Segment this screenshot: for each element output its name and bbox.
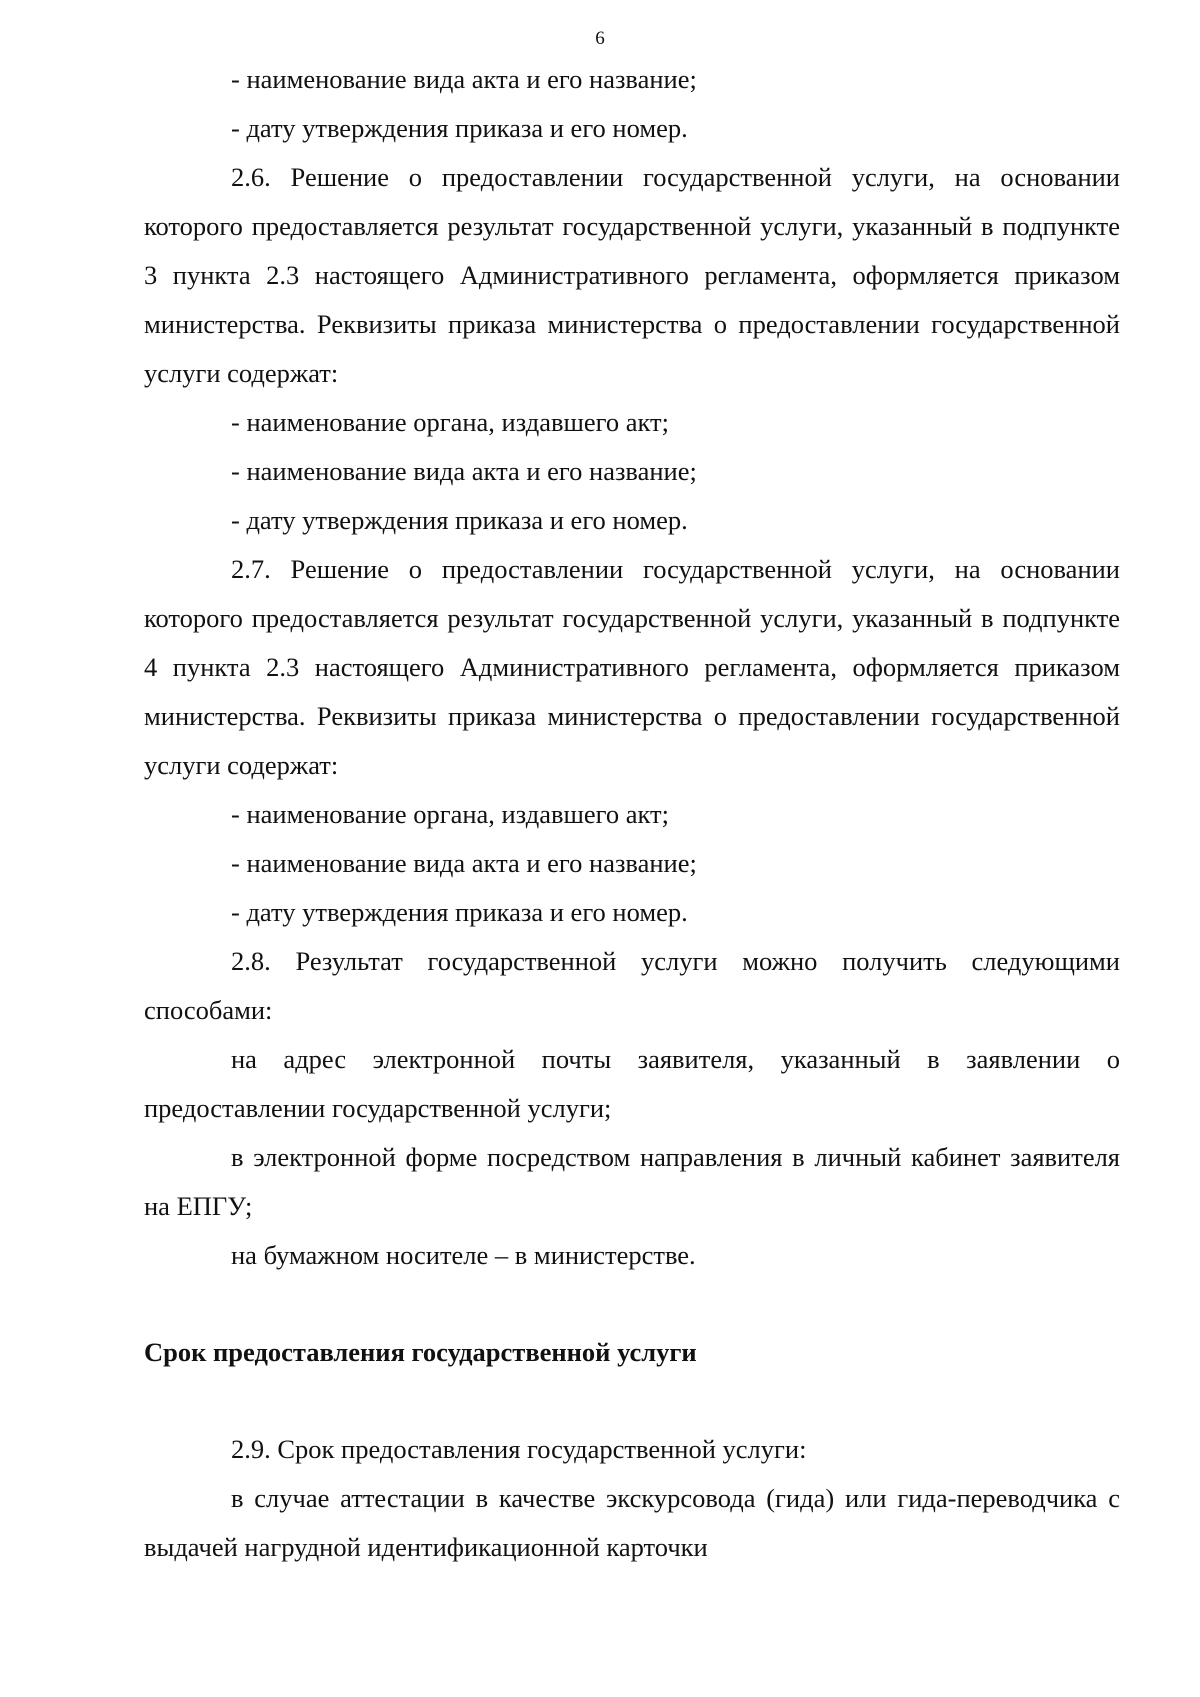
paragraph: в электронной форме посредством направления в личный кабинет заявителя на ЕПГУ; xyxy=(144,1142,1120,1221)
paragraph: 2.6. Решение о предоставлении государственной услуги, на основании которого предоставляется результат государственной услуги, указанный в подпункте 3 пункта 2.3 настоящего Административного регламента, оформляется приказом министерства. Реквизиты приказа министерства о предоставлении государственной услуги содержат: xyxy=(144,162,1120,388)
paragraph: на бумажном носителе – в министерстве. xyxy=(231,1240,696,1270)
paragraph: - наименование органа, издавшего акт; xyxy=(231,407,669,437)
paragraph: - наименование вида акта и его название; xyxy=(231,456,697,486)
paragraph: 2.8. Результат государственной услуги можно получить следующими способами: xyxy=(144,946,1120,1025)
paragraph: - дату утверждения приказа и его номер. xyxy=(231,505,688,535)
paragraph: - дату утверждения приказа и его номер. xyxy=(231,113,688,143)
page-number: 6 xyxy=(595,28,605,49)
document-body xyxy=(144,55,1120,1572)
paragraph: на адрес электронной почты заявителя, указанный в заявлении о предоставлении государственной услуги; xyxy=(144,1044,1120,1123)
paragraph: - наименование вида акта и его название; xyxy=(231,64,697,94)
paragraph: - наименование органа, издавшего акт; xyxy=(231,799,669,829)
paragraph: 2.9. Срок предоставления государственной услуги: xyxy=(231,1434,807,1464)
section-heading: Срок предоставления государственной услуги xyxy=(144,1337,697,1367)
paragraph: - дату утверждения приказа и его номер. xyxy=(231,897,688,927)
paragraph: - наименование вида акта и его название; xyxy=(231,848,697,878)
paragraph: в случае аттестации в качестве экскурсовода (гида) или гида-переводчика с выдачей нагрудной идентификационной карточки xyxy=(144,1483,1120,1562)
paragraph: 2.7. Решение о предоставлении государственной услуги, на основании которого предоставляется результат государственной услуги, указанный в подпункте 4 пункта 2.3 настоящего Административного регламента, оформляется приказом министерства. Реквизиты приказа министерства о предоставлении государственной услуги содержат: xyxy=(144,554,1120,780)
